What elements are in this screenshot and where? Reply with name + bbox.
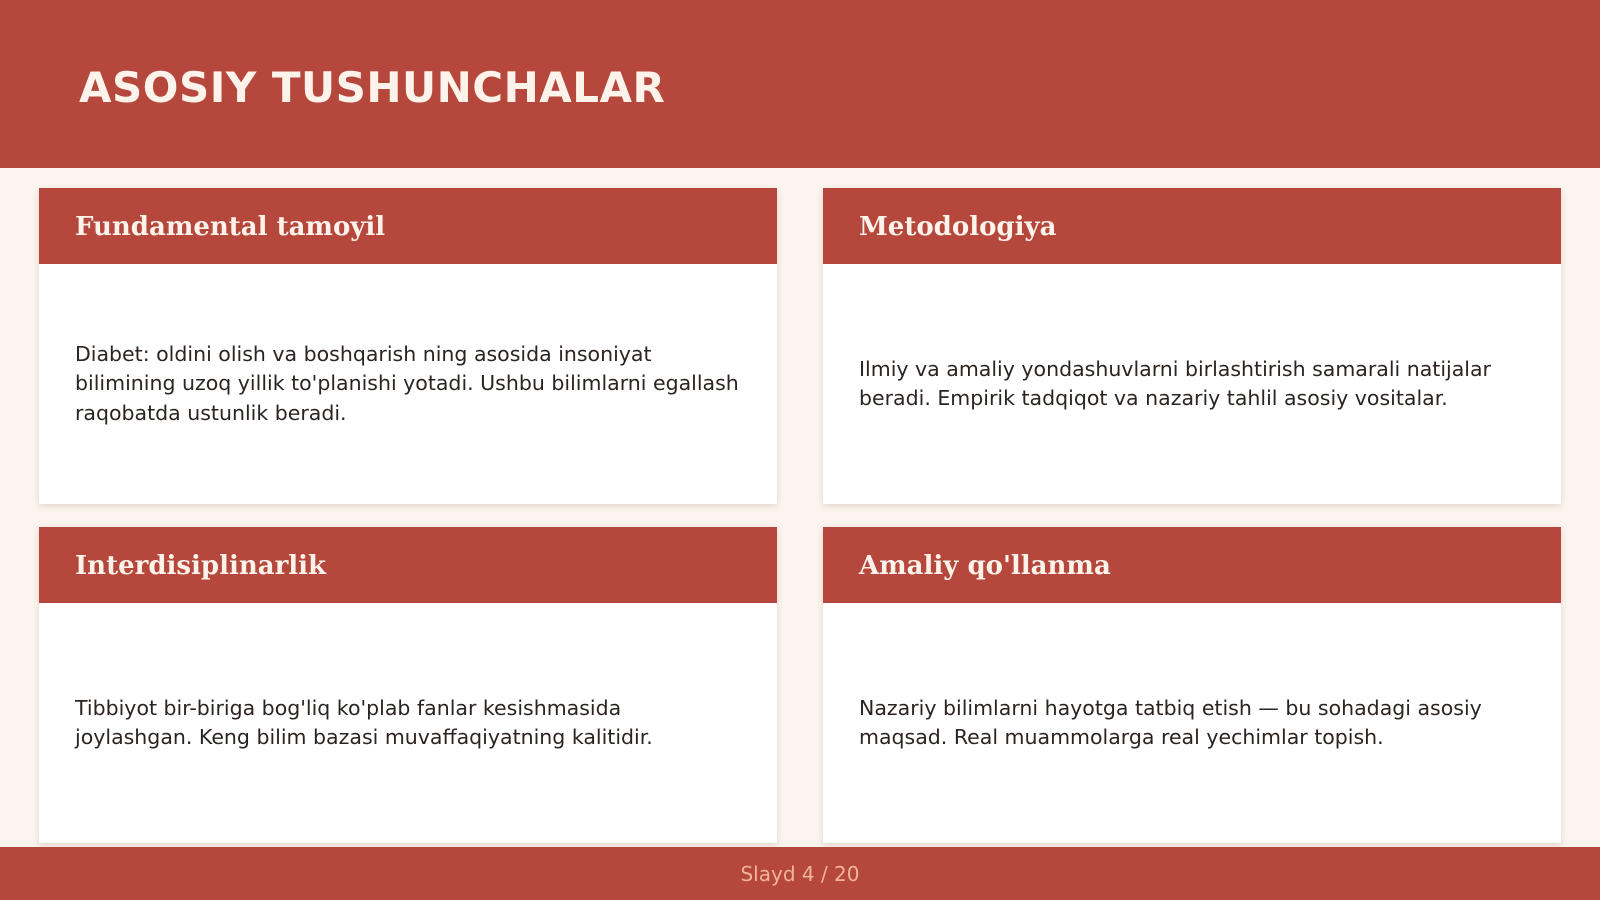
card-body [39,603,777,843]
card-text: Tibbiyot bir-biriga bog'liq ko'plab fanlar kesishmasida joylashgan. Keng bilim bazasi muvaffaqiyatning kalitidir. [75,695,653,749]
card-title: Amaliy qo'llanma [859,551,1111,581]
card-header [39,188,777,264]
card-header [39,527,777,603]
slide-footer [0,847,1600,900]
card-title: Interdisiplinarlik [75,551,327,581]
slide-title: ASOSIY TUSHUNCHALAR [79,63,666,112]
concept-card-methodology [823,188,1561,504]
card-body [39,264,777,504]
slide-counter: Slayd 4 / 20 [740,861,860,886]
card-text: Diabet: oldini olish va boshqarish ning asosida insoniyat bilimining uzoq yillik to'planishi yotadi. Ushbu bilimlarni egallash raqobatda ustunlik beradi. [75,341,739,425]
concept-card-interdisciplinary [39,527,777,843]
card-text: Ilmiy va amaliy yondashuvlarni birlashtirish samarali natijalar beradi. Empirik tadqiqot va nazariy tahlil asosiy vositalar. [859,356,1491,410]
card-body [823,603,1561,843]
card-title: Fundamental tamoyil [75,212,386,242]
card-header [823,188,1561,264]
slide-header [0,0,1600,168]
card-header [823,527,1561,603]
card-title: Metodologiya [859,212,1057,242]
concept-card-fundamental [39,188,777,504]
concept-card-practical [823,527,1561,843]
card-text: Nazariy bilimlarni hayotga tatbiq etish — bu sohadagi asosiy maqsad. Real muammolarga real yechimlar topish. [859,695,1482,749]
card-body [823,264,1561,504]
